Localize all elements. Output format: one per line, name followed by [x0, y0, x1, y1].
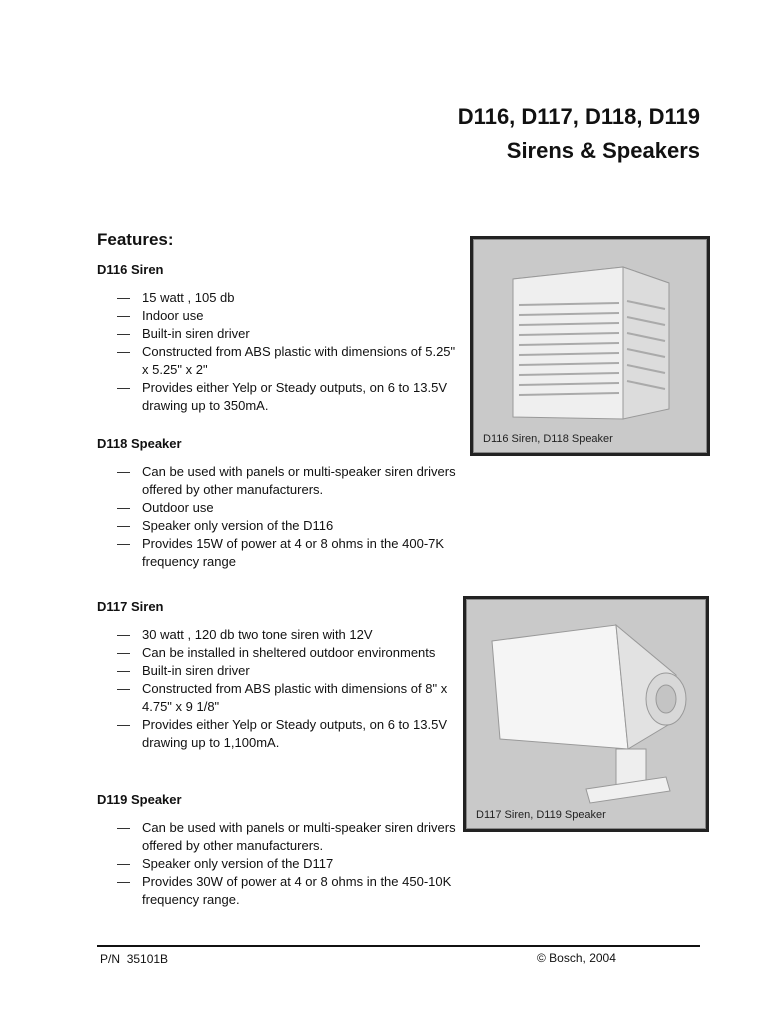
photo-d116-d118 — [470, 236, 710, 456]
title-models: D116, D117, D118, D119 — [457, 104, 700, 129]
feature-item: — Built-in siren driver — [117, 326, 250, 341]
dash-bullet: — — [117, 681, 130, 696]
part-number-value: 35101B — [126, 952, 169, 966]
dash-bullet: — — [117, 380, 130, 395]
feature-item: — Constructed from ABS plastic with dimensions of 5.25" x 5.25" x 2" — [117, 344, 456, 377]
part-number — [100, 952, 168, 966]
feature-item: — Provides either Yelp or Steady outputs, on 6 to 13.5V drawing up to 350mA. — [117, 380, 447, 413]
section-d118-speaker — [97, 436, 457, 571]
feature-item: — Provides 15W of power at 4 or 8 ohms in the 400-7K frequency range — [117, 536, 445, 569]
copyright: © Bosch, 2004 — [537, 951, 616, 965]
dash-bullet: — — [117, 820, 130, 835]
footer-divider — [97, 945, 700, 947]
feature-item: — Built-in siren driver — [117, 663, 250, 678]
dash-bullet: — — [117, 464, 130, 479]
document-title — [458, 100, 700, 168]
photo-caption: D117 Siren, D119 Speaker — [476, 809, 606, 821]
feature-item: — 30 watt , 120 db two tone siren with 12V — [117, 627, 373, 642]
feature-item: — Can be used with panels or multi-speaker siren drivers offered by other manufacturers. — [117, 464, 456, 497]
features-heading: Features: — [97, 230, 174, 249]
section-d117-siren — [97, 599, 457, 752]
section-heading: D117 Siren — [97, 599, 164, 614]
dash-bullet: — — [117, 500, 130, 515]
feature-item: — Provides either Yelp or Steady outputs, on 6 to 13.5V drawing up to 1,100mA. — [117, 717, 447, 750]
dash-bullet: — — [117, 344, 130, 359]
dash-bullet: — — [117, 717, 130, 732]
feature-item: — Provides 30W of power at 4 or 8 ohms in the 450-10K frequency range. — [117, 874, 452, 907]
dash-bullet: — — [117, 645, 130, 660]
section-heading: D118 Speaker — [97, 436, 182, 451]
section-heading: D119 Speaker — [97, 792, 182, 807]
dash-bullet: — — [117, 536, 130, 551]
dash-bullet: — — [117, 627, 130, 642]
dash-bullet: — — [117, 308, 130, 323]
feature-item: — Speaker only version of the D117 — [117, 856, 334, 871]
dash-bullet: — — [117, 663, 130, 678]
feature-item: — Outdoor use — [117, 500, 214, 515]
feature-item: — Can be installed in sheltered outdoor environments — [117, 645, 436, 660]
dash-bullet: — — [117, 856, 130, 871]
section-heading: D116 Siren — [97, 262, 164, 277]
feature-item: — 15 watt , 105 db — [117, 290, 235, 305]
feature-item: — Can be used with panels or multi-speaker siren drivers offered by other manufacturers. — [117, 820, 456, 853]
feature-item: — Speaker only version of the D116 — [117, 518, 334, 533]
dash-bullet: — — [117, 518, 130, 533]
dash-bullet: — — [117, 326, 130, 341]
section-d116-siren — [97, 262, 457, 415]
horn-siren-image — [466, 599, 706, 829]
title-subtitle: Sirens & Speakers — [506, 138, 700, 163]
section-d119-speaker — [97, 792, 457, 909]
feature-item: — Constructed from ABS plastic with dimensions of 8" x 4.75" x 9 1/8" — [117, 681, 448, 714]
dash-bullet: — — [117, 290, 130, 305]
part-number-label: P/N — [100, 952, 121, 966]
feature-item: — Indoor use — [117, 308, 204, 323]
box-siren-image — [473, 239, 707, 453]
photo-caption: D116 Siren, D118 Speaker — [483, 433, 613, 445]
dash-bullet: — — [117, 874, 130, 889]
photo-d117-d119 — [463, 596, 709, 832]
